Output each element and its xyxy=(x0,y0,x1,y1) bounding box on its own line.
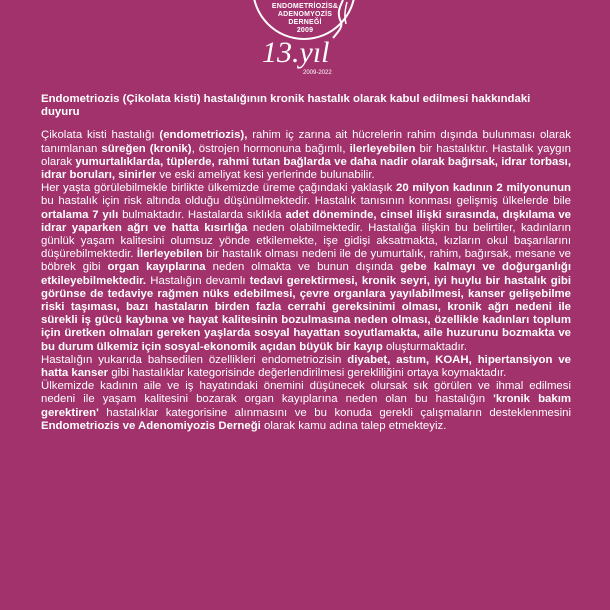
paragraph xyxy=(41,129,571,182)
bold-text-run: diyabet, astım, KOAH, hipertansiyon ve hatta kanser xyxy=(41,353,571,380)
text-run: Ülkemizde kadının aile ve iş hayatındaki önemini düşünecek olursak sık görülen ve ihmal edilmesi nedeni ile yaşam kalitesini bozarak organ kayıplarına neden olan bu hastalığın xyxy=(41,380,571,406)
text-run: Çikolata kisti hastalığı xyxy=(41,129,160,142)
logo-text-line3: DERNEĞİ xyxy=(288,19,322,26)
logo-text-line1: ENDOMETRİOZİS& xyxy=(271,3,339,10)
bold-text-run: süreğen (kronik) xyxy=(101,142,192,155)
announcement-body xyxy=(41,93,571,433)
bold-text-run: İlerleyebilen xyxy=(136,248,203,261)
logo-year-range: 2009-2022 xyxy=(303,70,332,76)
text-run: oluşturmaktadır. xyxy=(382,340,468,353)
text-run: bu hastalık için risk altında olduğu düşünülmektedir. Hastalık tanısının konması gelişmiş ülkelerde bile xyxy=(41,195,571,208)
text-run: neden olabilmektedir. Hastalığa ilişkin bu belirtiler, kadınların günlük yaşam kalitesini olumsuz yönde etkilemekte, işe gidişi aksatmakta, kızların okul başarılarını düşürebilmektedir. xyxy=(41,221,572,261)
paragraph xyxy=(41,182,571,354)
announcement-title: Endometriozis (Çikolata kisti) hastalığının kronik hastalık olarak kabul edilmesi hakkındaki duyuru xyxy=(41,93,531,119)
paragraph xyxy=(41,380,571,433)
bold-text-run: ortalama 7 yılı xyxy=(41,208,119,221)
paragraph xyxy=(41,354,571,380)
text-run: bulmaktadır. Hastalarda sıklıkla xyxy=(118,208,286,221)
bold-text-run: Endometriozis ve Adenomiyozis Derneği xyxy=(41,419,261,432)
text-run: Hastalığın devamlı xyxy=(146,274,250,287)
logo-text-line4: 2009 xyxy=(296,27,314,34)
text-run: bir hastalık olması nedeni ile de yumurtalık, rahim, bağırsak, mesane ve böbrek gibi xyxy=(41,248,571,274)
text-run: Hastalığın yukarıda bahsedilen özellikleri endometriozisin xyxy=(41,353,348,366)
association-logo xyxy=(0,0,610,92)
text-run: Her yaşta görülebilmekle birlikte ülkemizde üreme çağındaki yaklaşık xyxy=(41,182,397,195)
bold-text-run: yumurtalıklarda, tüplerde, rahmi tutan bağlarda ve daha nadir olarak bağırsak, idrar torbası, idrar boruları, sinirler xyxy=(41,155,571,182)
text-run: bir hastalıktır. Hastalık yaygın olarak xyxy=(41,142,571,168)
bold-text-run: gebe kalmayı ve doğurganlığı etkileyebilmektedir. xyxy=(41,261,572,287)
bold-text-run: 20 milyon kadının 2 milyonunun xyxy=(396,182,571,195)
logo-text-line2: ADENOMYOZİS xyxy=(277,11,333,18)
text-run: olarak kamu adına talep etmekteyiz. xyxy=(260,419,447,432)
text-run: rahim iç zarına ait hücrelerin rahim dışında bulunması olarak tanımlanan xyxy=(41,129,571,155)
bold-text-run: tedavi gerektirmesi, kronik seyri, iyi huylu bir hastalık gibi görünse de tedaviye rağmen nüks edebilmesi, çevre organlara yayılabilmesi, kanser gelişebilme riski taşıması, bazı hastaların birden fazla cerrahi gereksinimi olması, kronik ağrı nedeni ile sürekli iş gücü kaybına ve hayat kalitesinin bozulmasına neden olması, özellikle kadınları toplum için üretken olmaları gereken yaşlarda sosyal hayattan soyutlamakta, aile huzurunu bozmakta ve bu durum ülkemiz için sosyal-ekonomik açıdan büyük bir kayıp xyxy=(41,274,571,353)
bold-text-run: ilerleyebilen xyxy=(349,142,416,155)
text-run: gibi hastalıklar kategorisinde değerlendirilmesi gerekliliğini ortaya koymaktadır. xyxy=(108,367,507,380)
text-run: neden olmakta ve bunun dışında xyxy=(205,261,401,274)
text-run: , östrojen hormonuna bağımlı, xyxy=(191,142,350,155)
text-run: ve eski ameliyat kesi yerlerinde bulunabilir. xyxy=(156,169,375,182)
bold-text-run: adet döneminde, cinsel ilişki sırasında, dışkılama ve idrar yaparken ağrı ve hatta kısırlığa xyxy=(41,208,571,234)
bold-text-run: 'kronik bakım gerektiren' xyxy=(41,393,571,419)
text-run: hastalıklar kategorisine alınmasını ve bu konuda gerekli çalışmaların desteklenmesini xyxy=(98,406,571,419)
logo-anniversary: 13.yıl xyxy=(262,36,330,69)
bold-text-run: (endometriozis), xyxy=(159,129,248,142)
bold-text-run: organ kayıplarına xyxy=(107,261,206,274)
